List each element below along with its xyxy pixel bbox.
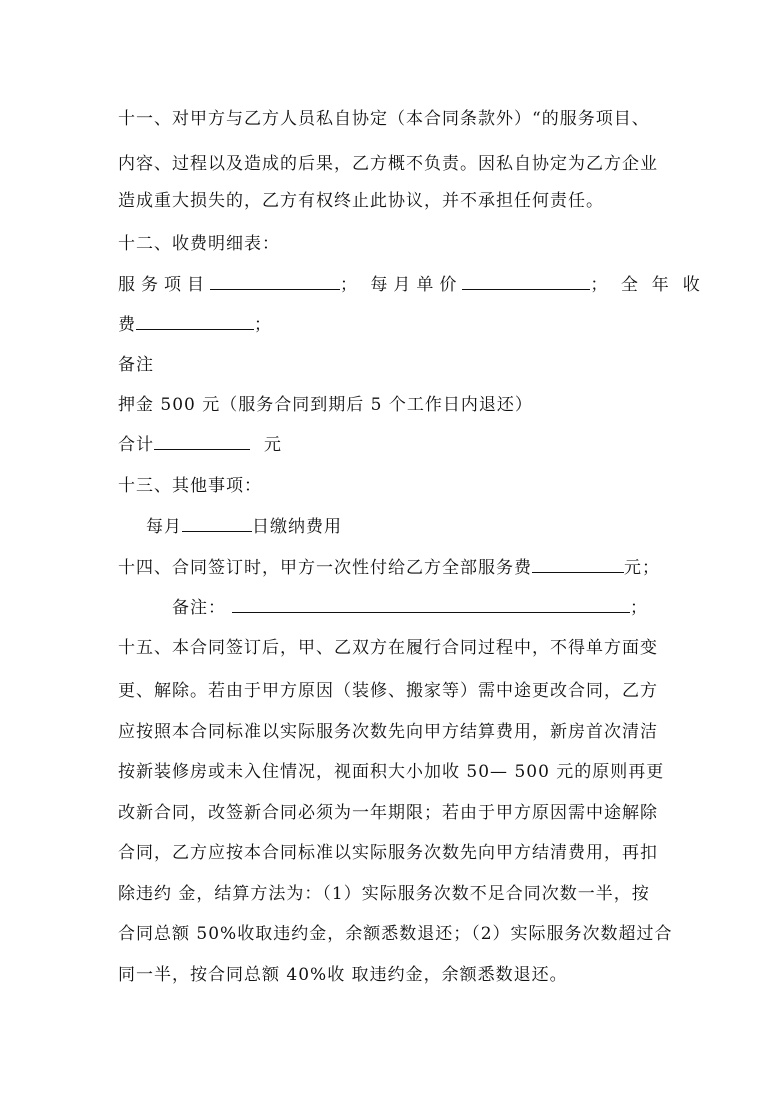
service-fee-unit: 元； <box>624 558 660 578</box>
total-unit: 元 <box>264 435 282 455</box>
clause-14-row <box>118 553 660 578</box>
payment-day-prefix: 每月 <box>146 517 182 537</box>
annual-fee-row <box>118 310 272 335</box>
annual-fee-blank <box>136 314 254 330</box>
clause-14-remark-label: 备注： <box>172 598 226 618</box>
clause-15-line-1: 十五、本合同签订后，甲、乙双方在履行合同过程中，不得单方面变 <box>118 638 658 658</box>
fee-row <box>118 270 714 295</box>
payment-day-blank <box>182 516 252 532</box>
total-label: 合计 <box>118 435 154 455</box>
separator: ； <box>340 275 358 295</box>
annual-fee-label-end: 费 <box>118 315 136 335</box>
clause-15-line-4: 按新装修房或未入住情况，视面积大小加收 50— 500 元的原则再更 <box>118 762 665 782</box>
clause-14-remark-blank <box>232 597 630 613</box>
deposit-line: 押金 500 元（服务合同到期后 5 个工作日内退还） <box>118 395 533 415</box>
separator: ； <box>630 598 648 618</box>
payment-day-suffix: 日缴纳费用 <box>252 517 342 537</box>
annual-fee-label: 全年收 <box>620 275 714 295</box>
clause-14-remark-row <box>172 593 648 618</box>
service-item-blank <box>210 274 340 290</box>
total-row <box>118 430 282 455</box>
clause-11-line-3: 造成重大损失的，乙方有权终止此协议，并不承担任何责任。 <box>118 191 604 211</box>
clause-15-line-9: 同一半，按合同总额 40%收 取违约金，余额悉数退还。 <box>118 965 568 985</box>
clause-15-line-3: 应按照本合同标准以实际服务次数先向甲方结算费用，新房首次清洁 <box>118 722 658 742</box>
separator: ； <box>254 315 272 335</box>
payment-day-row <box>146 512 342 537</box>
clause-13-title: 十三、其他事项： <box>118 476 262 496</box>
clause-15-line-8: 合同总额 50%收取违约金，余额悉数退还；（2）实际服务次数超过合 <box>118 924 673 944</box>
clause-11-line-2: 内容、过程以及造成的后果，乙方概不负责。因私自协定为乙方企业 <box>118 154 658 174</box>
monthly-price-label: 每月单价 <box>370 275 463 295</box>
total-blank <box>154 434 250 450</box>
clause-12-title: 十二、收费明细表： <box>118 234 280 254</box>
remark-label: 备注 <box>118 355 154 375</box>
service-fee-blank <box>532 557 624 573</box>
clause-11-line-1: 十一、对甲方与乙方人员私自协定（本合同条款外）“的服务项目、 <box>118 109 650 129</box>
monthly-price-blank <box>462 274 590 290</box>
service-item-label: 服务项目 <box>118 275 210 295</box>
clause-15-line-6: 合同，乙方应按本合同标准以实际服务次数先向甲方结清费用，再扣 <box>118 843 658 863</box>
clause-14-text: 十四、合同签订时，甲方一次性付给乙方全部服务费 <box>118 558 532 578</box>
separator: ； <box>590 275 609 295</box>
clause-15-line-2: 更、解除。若由于甲方原因（装修、搬家等）需中途更改合同，乙方 <box>118 681 658 701</box>
clause-15-line-5: 改新合同，改签新合同必须为一年期限；若由于甲方原因需中途解除 <box>118 803 658 823</box>
clause-15-line-7: 除违约 金，结算方法为：（1）实际服务次数不足合同次数一半，按 <box>118 884 650 904</box>
